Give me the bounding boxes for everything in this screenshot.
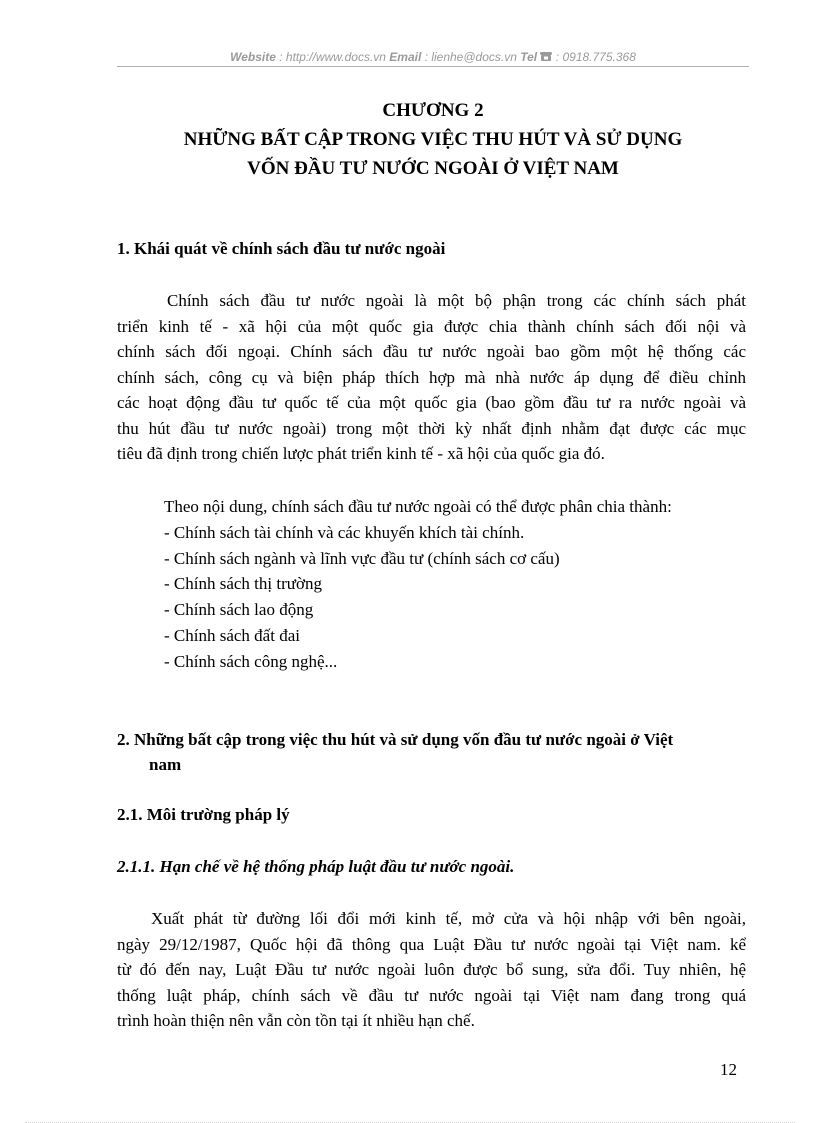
chapter-label: CHƯƠNG 2 [382, 100, 484, 121]
email-value: : lienhe@docs.vn [421, 50, 521, 64]
paragraph-line: triển kinh tế - xã hội của một quốc gia được chia thành chính sách đối nội và [117, 316, 746, 336]
email-label: Email [389, 50, 422, 64]
paragraph-line: tiêu đã định trong chiến lược phát triển kinh tế - xã hội của quốc gia đó. [117, 444, 605, 463]
paragraph-line: ngày 29/12/1987, Quốc hội đã thông qua Luật Đầu tư nước ngoài tại Việt nam. kể [117, 934, 746, 954]
policy-list [164, 494, 672, 675]
paragraph-line: thu hút đầu tư nước ngoài) trong một thời kỳ nhất định nhằm đạt được các mục [117, 418, 746, 438]
paragraph-line: thống luật pháp, chính sách về đầu tư nước ngoài tại Việt nam đang trong quá [117, 985, 746, 1005]
list-item: - Chính sách ngành và lĩnh vực đầu tư (chính sách cơ cấu) [164, 548, 560, 568]
website-label: Website [230, 50, 276, 64]
list-item: - Chính sách đất đai [164, 625, 300, 645]
paragraph-line: Chính sách đầu tư nước ngoài là một bộ phận trong các chính sách phát [167, 291, 746, 310]
section-2-heading-line-2: nam [149, 755, 182, 774]
list-item: - Chính sách thị trường [164, 574, 322, 594]
paragraph-line: Xuất phát từ đường lối đổi mới kinh tế, mở cửa và hội nhập với bên ngoài, [151, 909, 746, 928]
chapter-title-line-2: VỐN ĐẦU TƯ NƯỚC NGOÀI Ở VIỆT NAM [247, 158, 619, 179]
paragraph-line: chính sách, công cụ và biện pháp thích hợp mà nhà nước áp dụng để điều chỉnh [117, 367, 746, 387]
section-2-paragraph [117, 906, 746, 1034]
list-intro: Theo nội dung, chính sách đầu tư nước ngoài có thể được phân chia thành: [164, 497, 672, 516]
section-1-paragraph [117, 288, 746, 467]
tel-value: : 0918.775.368 [552, 50, 636, 64]
header-divider [117, 66, 749, 67]
tel-label: Tel [520, 50, 538, 64]
section-1-heading: 1. Khái quát về chính sách đầu tư nước ngoài [117, 239, 446, 258]
sub-sub-heading: 2.1.1. Hạn chế về hệ thống pháp luật đầu tư nước ngoài. [117, 857, 515, 876]
paragraph-line: trình hoàn thiện nên vẫn còn tồn tại ít nhiều hạn chế. [117, 1011, 475, 1030]
list-item: - Chính sách công nghệ... [164, 651, 338, 671]
phone-icon [540, 49, 552, 67]
page-header [117, 48, 749, 66]
paragraph-line: từ đó đến nay, Luật Đầu tư nước ngoài luôn được bổ sung, sửa đổi. Tuy nhiên, hệ [117, 960, 746, 979]
page-number: 12 [720, 1060, 737, 1079]
section-2-heading [117, 727, 749, 777]
list-item: - Chính sách lao động [164, 600, 314, 620]
paragraph-line: các hoạt động đầu tư quốc tế của một quốc gia (bao gồm đầu tư ra nước ngoài và [117, 393, 746, 412]
website-value: : http://www.docs.vn [275, 50, 390, 64]
list-item: - Chính sách tài chính và các khuyến khích tài chính. [164, 522, 525, 542]
paragraph-line: chính sách đối ngoại. Chính sách đầu tư nước ngoài bao gồm một hệ thống các [117, 342, 746, 361]
chapter-title-line-1: NHỮNG BẤT CẬP TRONG VIỆC THU HÚT VÀ SỬ DỤNG [183, 129, 683, 150]
sub-heading: 2.1. Môi trường pháp lý [117, 805, 290, 824]
section-2-heading-line-1: 2. Những bất cập trong việc thu hút và sử dụng vốn đầu tư nước ngoài ở Việt [117, 730, 674, 749]
